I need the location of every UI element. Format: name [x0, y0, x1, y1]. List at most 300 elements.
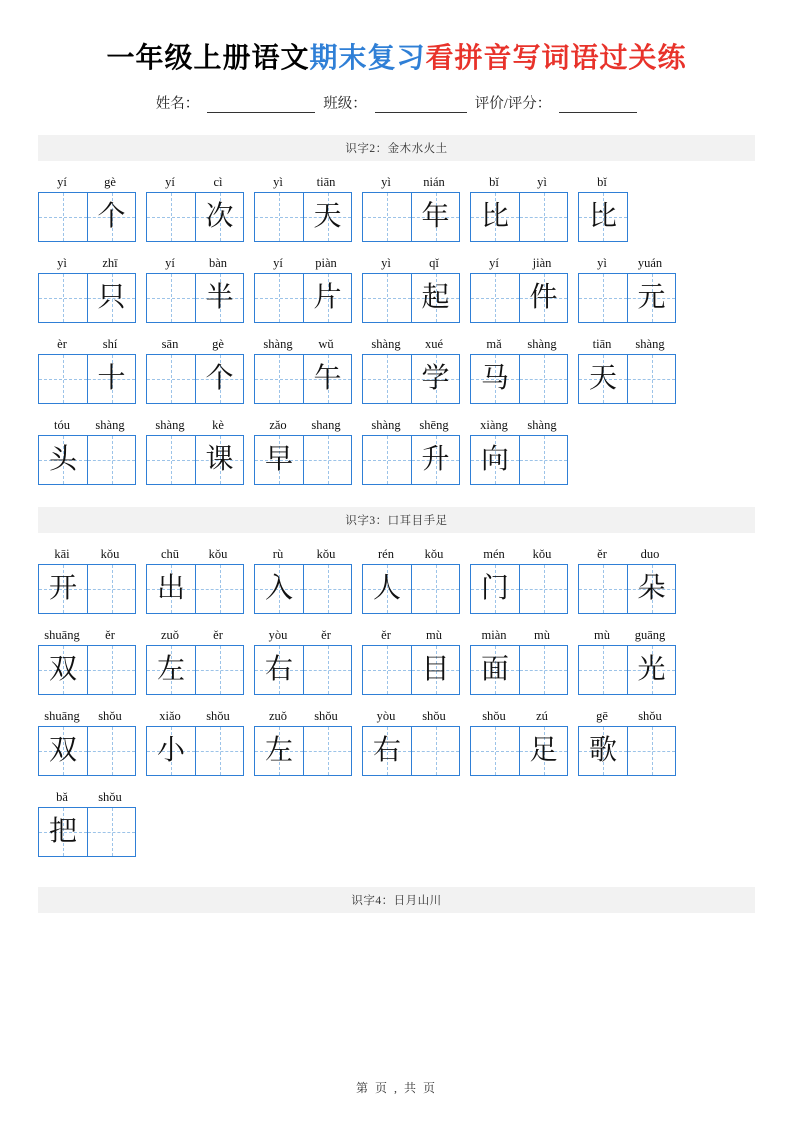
pinyin-syllable: zhī	[102, 256, 118, 270]
pinyin-syllable: ěr	[213, 628, 223, 642]
pinyin-syllable: nián	[423, 175, 445, 189]
grid-char: 向	[480, 444, 509, 475]
tianzige-grid[interactable]	[362, 564, 460, 614]
grid-cell[interactable]	[363, 274, 411, 322]
grid-cell[interactable]	[87, 727, 135, 775]
tianzige-grid[interactable]	[254, 435, 352, 485]
grid-cell[interactable]	[39, 727, 87, 775]
grid-cell[interactable]	[579, 274, 627, 322]
tianzige-grid[interactable]	[38, 273, 136, 323]
score-field[interactable]	[559, 98, 637, 113]
pinyin-syllable: yì	[57, 256, 67, 270]
grid-char: 早	[264, 444, 293, 475]
tianzige-grid[interactable]	[254, 726, 352, 776]
grid-cell[interactable]	[255, 274, 303, 322]
tianzige-grid[interactable]	[146, 726, 244, 776]
grid-cell[interactable]	[363, 436, 411, 484]
grid-char: 次	[205, 201, 234, 232]
tianzige-grid[interactable]	[146, 354, 244, 404]
grid-char: 左	[156, 654, 185, 685]
pinyin-syllable: qǐ	[429, 256, 439, 270]
pinyin-syllable: yuán	[637, 256, 663, 270]
tianzige-grid[interactable]	[578, 192, 628, 242]
grid-char: 足	[529, 735, 558, 766]
tianzige-grid[interactable]	[146, 192, 244, 242]
grid-cell[interactable]	[303, 565, 351, 613]
grid-cell[interactable]	[255, 727, 303, 775]
grid-cell[interactable]	[147, 565, 195, 613]
word-item	[362, 628, 460, 695]
pinyin-syllable: tiān	[316, 175, 336, 189]
pinyin-syllable: shàng	[635, 337, 665, 351]
grid-cell[interactable]	[471, 646, 519, 694]
tianzige-grid[interactable]	[38, 564, 136, 614]
grid-char: 升	[421, 444, 450, 475]
grid-char: 小	[156, 735, 185, 766]
grid-cell[interactable]	[519, 355, 567, 403]
grid-char: 十	[97, 363, 126, 394]
pinyin-row	[254, 709, 352, 723]
tianzige-grid[interactable]	[38, 354, 136, 404]
pinyin-syllable: tiān	[592, 337, 612, 351]
grid-char: 歌	[588, 735, 617, 766]
word-item	[578, 709, 676, 776]
grid-char: 个	[97, 201, 126, 232]
grid-cell[interactable]	[363, 646, 411, 694]
pinyin-row	[254, 628, 352, 642]
pinyin-syllable: yì	[381, 175, 391, 189]
tianzige-grid[interactable]	[470, 564, 568, 614]
pinyin-syllable: piàn	[315, 256, 337, 270]
pinyin-syllable: shǒu	[422, 709, 446, 723]
grid-cell[interactable]	[471, 355, 519, 403]
grid-cell[interactable]	[255, 646, 303, 694]
grid-char: 天	[588, 363, 617, 394]
word-item	[470, 628, 568, 695]
pinyin-syllable: zǎo	[269, 418, 287, 432]
pinyin-row	[578, 337, 676, 351]
grid-char: 天	[313, 201, 342, 232]
grid-cell[interactable]	[39, 274, 87, 322]
grid-cell[interactable]	[195, 355, 243, 403]
pinyin-syllable: mǎ	[486, 337, 502, 351]
tianzige-grid[interactable]	[578, 273, 676, 323]
word-item	[470, 256, 568, 323]
tianzige-grid[interactable]	[470, 435, 568, 485]
pinyin-row	[362, 175, 460, 189]
grid-cell[interactable]	[579, 646, 627, 694]
grid-cell[interactable]	[303, 727, 351, 775]
tianzige-grid[interactable]	[146, 435, 244, 485]
pinyin-syllable: shàng	[371, 418, 401, 432]
pinyin-row	[362, 418, 460, 432]
pinyin-syllable: sān	[161, 337, 179, 351]
pinyin-syllable: gè	[104, 175, 116, 189]
grid-cell[interactable]	[519, 274, 567, 322]
pinyin-syllable: mù	[594, 628, 610, 642]
grid-cell[interactable]	[579, 565, 627, 613]
pinyin-row	[470, 256, 568, 270]
grid-cell[interactable]	[411, 646, 459, 694]
section-rows-2	[38, 547, 755, 857]
pinyin-syllable: xiǎo	[159, 709, 181, 723]
pinyin-syllable: yì	[273, 175, 283, 189]
title-part-review: 期末复习	[309, 42, 426, 73]
pinyin-syllable: yì	[537, 175, 547, 189]
word-row	[38, 256, 755, 323]
word-item	[362, 709, 460, 776]
grid-cell[interactable]	[39, 808, 87, 856]
word-row	[38, 418, 755, 485]
tianzige-grid[interactable]	[362, 726, 460, 776]
pinyin-row	[254, 337, 352, 351]
word-item	[362, 418, 460, 485]
pinyin-syllable: mù	[534, 628, 550, 642]
grid-cell[interactable]	[87, 355, 135, 403]
word-item	[362, 337, 460, 404]
grid-cell[interactable]	[195, 436, 243, 484]
pinyin-row	[470, 628, 568, 642]
pinyin-syllable: rén	[378, 547, 394, 561]
grid-char: 把	[48, 816, 77, 847]
pinyin-row	[146, 547, 244, 561]
pinyin-syllable: yí	[489, 256, 499, 270]
grid-cell[interactable]	[87, 565, 135, 613]
grid-char: 右	[372, 735, 401, 766]
word-item	[578, 175, 628, 242]
class-label: 班级：	[323, 96, 367, 112]
section-rows-1	[38, 175, 755, 485]
pinyin-row	[38, 256, 136, 270]
grid-cell[interactable]	[519, 436, 567, 484]
grid-cell[interactable]	[147, 646, 195, 694]
grid-cell[interactable]	[627, 727, 675, 775]
pinyin-syllable: shǒu	[98, 709, 122, 723]
word-item	[146, 256, 244, 323]
grid-cell[interactable]	[195, 646, 243, 694]
grid-cell[interactable]	[411, 355, 459, 403]
tianzige-grid[interactable]	[38, 645, 136, 695]
word-item	[470, 418, 568, 485]
pinyin-syllable: ěr	[321, 628, 331, 642]
grid-cell[interactable]	[39, 646, 87, 694]
pinyin-row	[254, 175, 352, 189]
grid-cell[interactable]	[195, 193, 243, 241]
pinyin-syllable: yí	[165, 175, 175, 189]
grid-char: 开	[48, 573, 77, 604]
pinyin-syllable: èr	[57, 337, 67, 351]
word-item	[254, 175, 352, 242]
pinyin-syllable: yòu	[376, 709, 396, 723]
pinyin-row	[254, 418, 352, 432]
pinyin-syllable: bàn	[208, 256, 228, 270]
pinyin-syllable: zuǒ	[160, 628, 180, 642]
grid-cell[interactable]	[471, 436, 519, 484]
tianzige-grid[interactable]	[362, 354, 460, 404]
word-item	[362, 547, 460, 614]
word-item	[38, 709, 136, 776]
grid-cell[interactable]	[303, 355, 351, 403]
tianzige-grid[interactable]	[254, 354, 352, 404]
pinyin-row	[470, 418, 568, 432]
tianzige-grid[interactable]	[38, 807, 136, 857]
pinyin-row	[38, 175, 136, 189]
tianzige-grid[interactable]	[362, 645, 460, 695]
grid-cell[interactable]	[87, 808, 135, 856]
grid-cell[interactable]	[471, 193, 519, 241]
grid-char: 马	[480, 363, 509, 394]
grid-cell[interactable]	[303, 193, 351, 241]
grid-cell[interactable]	[411, 727, 459, 775]
pinyin-row	[362, 709, 460, 723]
pinyin-row	[362, 628, 460, 642]
pinyin-syllable: shàng	[527, 418, 557, 432]
pinyin-syllable: yí	[57, 175, 67, 189]
word-item	[146, 175, 244, 242]
grid-cell[interactable]	[471, 727, 519, 775]
grid-char: 出	[156, 573, 185, 604]
grid-cell[interactable]	[87, 193, 135, 241]
pinyin-syllable: ěr	[105, 628, 115, 642]
section-heading-2: 识字3：口耳目手足	[38, 507, 755, 533]
pinyin-syllable: yí	[165, 256, 175, 270]
pinyin-syllable: bǐ	[597, 175, 607, 189]
word-row	[38, 628, 755, 695]
tianzige-grid[interactable]	[38, 435, 136, 485]
tianzige-grid[interactable]	[146, 645, 244, 695]
word-row	[38, 709, 755, 776]
class-field[interactable]	[375, 98, 467, 113]
pinyin-syllable: guāng	[634, 628, 666, 642]
grid-cell[interactable]	[411, 193, 459, 241]
grid-cell[interactable]	[39, 565, 87, 613]
grid-cell[interactable]	[39, 436, 87, 484]
grid-cell[interactable]	[519, 727, 567, 775]
pinyin-syllable: xué	[424, 337, 444, 351]
pinyin-syllable: kǒu	[100, 547, 120, 561]
word-item	[146, 418, 244, 485]
grid-char: 片	[313, 282, 342, 313]
tianzige-grid[interactable]	[362, 192, 460, 242]
section-heading-1: 识字2：金木水火土	[38, 135, 755, 161]
grid-cell[interactable]	[147, 274, 195, 322]
pinyin-syllable: kǒu	[316, 547, 336, 561]
grid-char: 只	[97, 282, 126, 313]
tianzige-grid[interactable]	[254, 645, 352, 695]
grid-cell[interactable]	[39, 355, 87, 403]
word-row	[38, 175, 755, 242]
grid-cell[interactable]	[255, 436, 303, 484]
tianzige-grid[interactable]	[254, 192, 352, 242]
grid-char: 学	[421, 363, 450, 394]
tianzige-grid[interactable]	[254, 273, 352, 323]
tianzige-grid[interactable]	[470, 192, 568, 242]
tianzige-grid[interactable]	[470, 273, 568, 323]
grid-cell[interactable]	[411, 436, 459, 484]
name-label: 姓名：	[155, 96, 200, 112]
tianzige-grid[interactable]	[470, 354, 568, 404]
grid-cell[interactable]	[579, 193, 627, 241]
grid-cell[interactable]	[87, 436, 135, 484]
grid-cell[interactable]	[363, 727, 411, 775]
grid-char: 元	[637, 282, 666, 313]
grid-cell[interactable]	[519, 193, 567, 241]
tianzige-grid[interactable]	[578, 726, 676, 776]
grid-cell[interactable]	[363, 355, 411, 403]
pinyin-syllable: shǒu	[638, 709, 662, 723]
pinyin-row	[38, 790, 136, 804]
grid-cell[interactable]	[147, 727, 195, 775]
pinyin-row	[38, 418, 136, 432]
pinyin-syllable: bǎ	[56, 790, 68, 804]
name-field[interactable]	[207, 98, 315, 113]
pinyin-syllable: yì	[381, 256, 391, 270]
grid-char: 目	[421, 654, 450, 685]
pinyin-syllable: shǒu	[206, 709, 230, 723]
pinyin-row	[254, 256, 352, 270]
pinyin-syllable: ěr	[597, 547, 607, 561]
pinyin-syllable: yí	[273, 256, 283, 270]
title-part-practice: 看拼音写词语过关练	[425, 42, 687, 73]
word-row	[38, 337, 755, 404]
word-item	[146, 628, 244, 695]
pinyin-syllable: yòu	[268, 628, 288, 642]
grid-cell[interactable]	[411, 274, 459, 322]
grid-cell[interactable]	[303, 436, 351, 484]
pinyin-row	[578, 547, 676, 561]
pinyin-syllable: zú	[536, 709, 548, 723]
word-item	[470, 547, 568, 614]
grid-cell[interactable]	[363, 565, 411, 613]
grid-char: 比	[480, 201, 509, 232]
grid-cell[interactable]	[87, 274, 135, 322]
pinyin-syllable: shuāng	[44, 628, 80, 642]
pinyin-syllable: tóu	[54, 418, 70, 432]
tianzige-grid[interactable]	[38, 192, 136, 242]
pinyin-row	[254, 547, 352, 561]
pinyin-syllable: shàng	[263, 337, 293, 351]
pinyin-syllable: shang	[311, 418, 341, 432]
grid-cell[interactable]	[627, 646, 675, 694]
grid-char: 课	[205, 444, 234, 475]
pinyin-syllable: shǒu	[482, 709, 506, 723]
tianzige-grid[interactable]	[146, 564, 244, 614]
pinyin-row	[578, 175, 628, 189]
grid-cell[interactable]	[195, 274, 243, 322]
grid-char: 面	[480, 654, 509, 685]
pinyin-syllable: duo	[640, 547, 660, 561]
word-item	[470, 337, 568, 404]
pinyin-syllable: yì	[597, 256, 607, 270]
word-item	[578, 547, 676, 614]
pinyin-row	[146, 709, 244, 723]
tianzige-grid[interactable]	[146, 273, 244, 323]
pinyin-syllable: xiàng	[480, 418, 508, 432]
pinyin-syllable: shí	[102, 337, 118, 351]
tianzige-grid[interactable]	[362, 435, 460, 485]
grid-cell[interactable]	[147, 355, 195, 403]
grid-cell[interactable]	[147, 193, 195, 241]
pinyin-syllable: kè	[212, 418, 224, 432]
grid-cell[interactable]	[627, 355, 675, 403]
pinyin-syllable: zuǒ	[268, 709, 288, 723]
grid-cell[interactable]	[255, 565, 303, 613]
grid-cell[interactable]	[39, 193, 87, 241]
grid-cell[interactable]	[519, 646, 567, 694]
tianzige-grid[interactable]	[470, 645, 568, 695]
word-item	[146, 337, 244, 404]
grid-cell[interactable]	[579, 355, 627, 403]
pinyin-syllable: shuāng	[44, 709, 80, 723]
word-item	[38, 547, 136, 614]
grid-cell[interactable]	[195, 727, 243, 775]
word-item	[578, 256, 676, 323]
word-item	[38, 175, 136, 242]
tianzige-grid[interactable]	[578, 564, 676, 614]
grid-cell[interactable]	[303, 274, 351, 322]
grid-char: 头	[48, 444, 77, 475]
tianzige-grid[interactable]	[254, 564, 352, 614]
grid-char: 双	[48, 654, 77, 685]
pinyin-syllable: shēng	[419, 418, 449, 432]
grid-cell[interactable]	[471, 565, 519, 613]
tianzige-grid[interactable]	[38, 726, 136, 776]
page-title	[0, 36, 793, 76]
grid-char: 朵	[637, 573, 666, 604]
grid-cell[interactable]	[471, 274, 519, 322]
pinyin-syllable: shàng	[95, 418, 125, 432]
grid-cell[interactable]	[627, 274, 675, 322]
tianzige-grid[interactable]	[578, 354, 676, 404]
grid-cell[interactable]	[579, 727, 627, 775]
pinyin-syllable: shǒu	[98, 790, 122, 804]
word-item	[470, 175, 568, 242]
grid-cell[interactable]	[255, 355, 303, 403]
grid-char: 件	[529, 282, 558, 313]
grid-cell[interactable]	[363, 193, 411, 241]
grid-cell[interactable]	[303, 646, 351, 694]
grid-cell[interactable]	[411, 565, 459, 613]
pinyin-row	[38, 709, 136, 723]
grid-cell[interactable]	[87, 646, 135, 694]
grid-char: 比	[588, 201, 617, 232]
word-row	[38, 790, 755, 857]
pinyin-row	[470, 709, 568, 723]
pinyin-row	[470, 337, 568, 351]
pinyin-syllable: kǒu	[208, 547, 228, 561]
grid-cell[interactable]	[519, 565, 567, 613]
word-item	[254, 256, 352, 323]
tianzige-grid[interactable]	[362, 273, 460, 323]
grid-cell[interactable]	[195, 565, 243, 613]
grid-cell[interactable]	[147, 436, 195, 484]
grid-char: 入	[264, 573, 293, 604]
title-part-grade: 一年级上册语文	[106, 42, 310, 73]
grid-char: 双	[48, 735, 77, 766]
pinyin-row	[362, 547, 460, 561]
tianzige-grid[interactable]	[578, 645, 676, 695]
grid-cell[interactable]	[627, 565, 675, 613]
grid-char: 人	[372, 573, 401, 604]
pinyin-row	[578, 256, 676, 270]
pinyin-syllable: gè	[212, 337, 224, 351]
section-heading-3: 识字4：日月山川	[38, 887, 755, 913]
pinyin-syllable: mù	[426, 628, 442, 642]
grid-cell[interactable]	[255, 193, 303, 241]
word-item	[146, 547, 244, 614]
tianzige-grid[interactable]	[470, 726, 568, 776]
word-item	[362, 256, 460, 323]
